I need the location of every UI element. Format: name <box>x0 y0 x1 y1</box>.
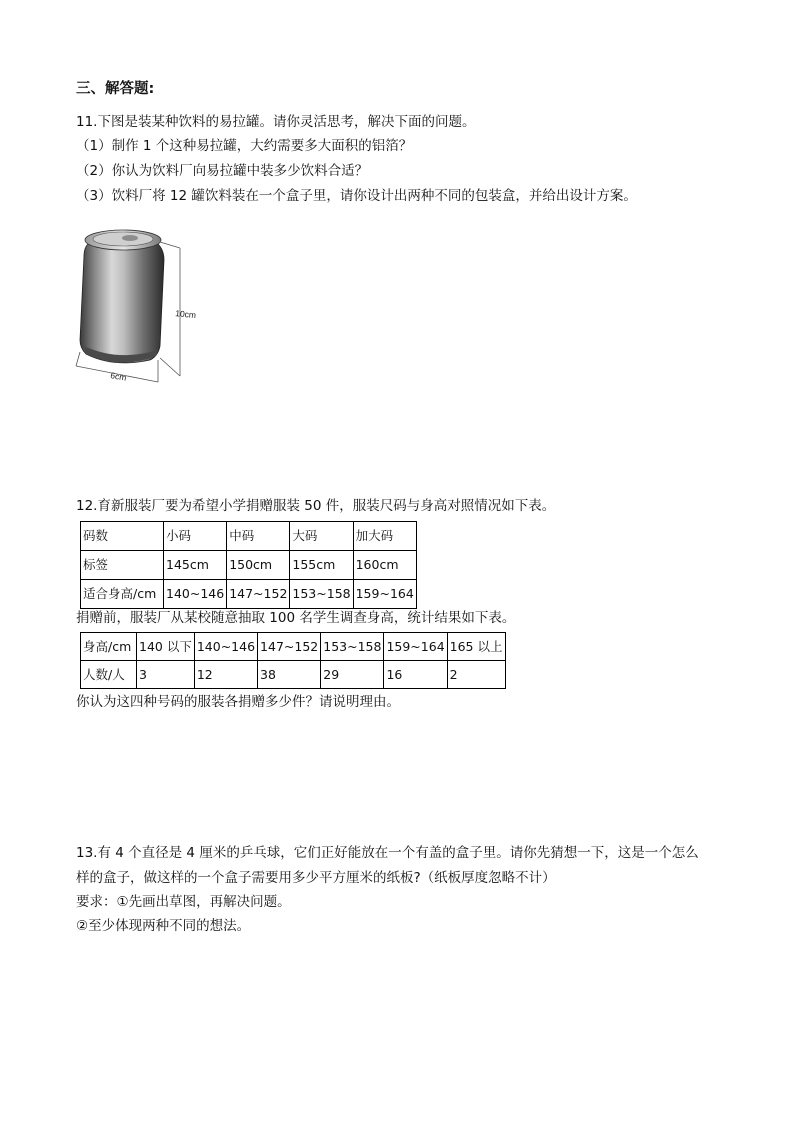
table-cell: 147~152 <box>227 580 290 609</box>
table-row <box>81 551 417 580</box>
table-cell: 153~158 <box>290 580 353 609</box>
table-cell: 140~146 <box>164 580 227 609</box>
q12-question: 你认为这四种号码的服装各捐赠多少件？请说明理由。 <box>76 694 400 710</box>
soda-can-figure <box>74 222 214 384</box>
table-cell: 29 <box>321 661 384 689</box>
q13-requirement-1: 要求：①先画出草图，再解决问题。 <box>76 894 291 910</box>
table-cell: 人数/人 <box>81 661 137 689</box>
survey-table <box>80 632 506 689</box>
table-cell: 153~158 <box>321 633 384 661</box>
table-row <box>81 633 506 661</box>
table-cell: 159~164 <box>353 580 416 609</box>
table-cell: 165 以上 <box>447 633 505 661</box>
q12-survey-intro: 捐赠前，服装厂从某校随意抽取 100 名学生调查身高，统计结果如下表。 <box>76 610 516 626</box>
table-cell: 小码 <box>164 522 227 551</box>
table-row <box>81 580 417 609</box>
q13-stem-line2: 样的盒子，做这样的一个盒子需要用多少平方厘米的纸板?（纸板厚度忽略不计） <box>76 870 556 886</box>
table-cell: 适合身高/cm <box>81 580 164 609</box>
size-table <box>80 521 417 609</box>
q11-stem: 11.下图是装某种饮料的易拉罐。请你灵活思考，解决下面的问题。 <box>76 114 476 130</box>
can-height-label: 10cm <box>174 308 197 321</box>
table-cell: 147~152 <box>258 633 321 661</box>
table-row <box>81 661 506 689</box>
table-cell: 3 <box>137 661 195 689</box>
table-cell: 12 <box>194 661 257 689</box>
table-cell: 中码 <box>227 522 290 551</box>
q13-stem-line1: 13.有 4 个直径是 4 厘米的乒乓球，它们正好能放在一个有盖的盒子里。请你先猜想一下，这是一个怎么 <box>76 845 699 861</box>
table-cell: 加大码 <box>353 522 416 551</box>
table-row <box>81 522 417 551</box>
q11-sub1: （1）制作 1 个这种易拉罐，大约需要多大面积的铝箔？ <box>76 138 413 154</box>
q11-sub2: （2）你认为饮料厂向易拉罐中装多少饮料合适？ <box>76 163 369 179</box>
q11-sub3: （3）饮料厂将 12 罐饮料装在一个盒子里，请你设计出两种不同的包装盒，并给出设计方案。 <box>76 188 637 204</box>
table-cell: 150cm <box>227 551 290 580</box>
q13-requirement-2: ②至少体现两种不同的想法。 <box>76 918 251 934</box>
table-cell: 16 <box>384 661 447 689</box>
table-cell: 140~146 <box>194 633 257 661</box>
table-cell: 码数 <box>81 522 164 551</box>
section-title: 三、解答题: <box>76 81 155 97</box>
table-cell: 140 以下 <box>137 633 195 661</box>
table-cell: 大码 <box>290 522 353 551</box>
can-diameter-label: 6cm <box>109 370 128 383</box>
q12-stem: 12.育新服装厂要为希望小学捐赠服装 50 件，服装尺码与身高对照情况如下表。 <box>76 498 556 514</box>
table-cell: 159~164 <box>384 633 447 661</box>
table-cell: 160cm <box>353 551 416 580</box>
table-cell: 2 <box>447 661 505 689</box>
table-cell: 38 <box>258 661 321 689</box>
table-cell: 155cm <box>290 551 353 580</box>
table-cell: 身高/cm <box>81 633 137 661</box>
table-cell: 标签 <box>81 551 164 580</box>
table-cell: 145cm <box>164 551 227 580</box>
